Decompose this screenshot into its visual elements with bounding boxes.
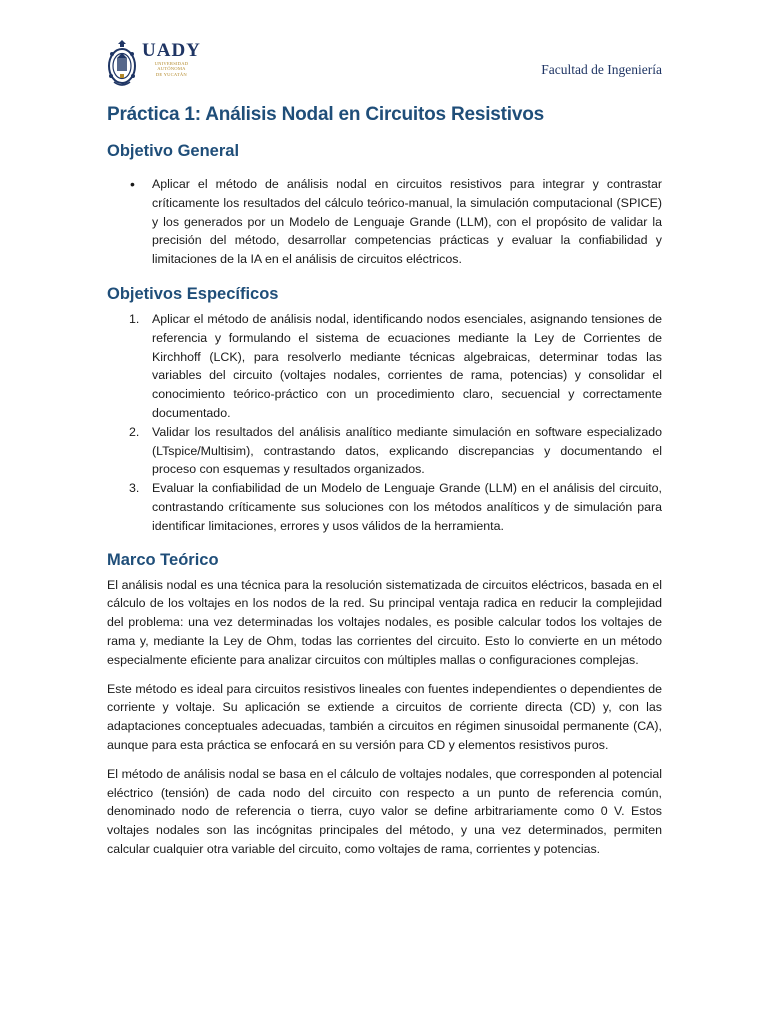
theoretical-framework-heading: Marco Teórico — [107, 550, 219, 569]
document-body — [107, 102, 662, 859]
list-item — [107, 423, 662, 479]
uady-logo — [106, 38, 201, 90]
list-item: • Aplicar el método de análisis nodal en circuitos resistivos para integrar y contrastar críticamente los resultados del cálculo teórico-manual, la simulación computacional (SPICE) y los generados por un Modelo de Lenguaje Grande (LLM), con el propósito de validar la precisión del método, desarrollar competencias prácticas y evaluar la confiabilidad y limitaciones de la IA en el análisis de circuitos eléctricos. — [107, 175, 662, 269]
list-item-text: Validar los resultados del análisis analítico mediante simulación en software especializado (LTspice/Multisim), contrastando datos, explicando discrepancias y documentando el proceso con esquemas y resultados organizados. — [152, 424, 662, 477]
paragraph: El análisis nodal es una técnica para la resolución sistematizada de circuitos eléctricos, basada en el cálculo de los voltajes en los nodos de la red. Su principal ventaja radica en reducir la complejidad del problema: una vez determinadas los voltajes nodales, es posible calcular todos los voltajes de rama y, mediante la Ley de Ohm, todas las corrientes del circuito. Esto lo convierte en un método especialmente eficiente para analizar circuitos con múltiples mallas o configuraciones complejas. — [107, 577, 662, 667]
paragraph: Este método es ideal para circuitos resistivos lineales con fuentes independientes o dependientes de corriente y voltaje. Su aplicación se extiende a circuitos de corriente directa (CD) y, con las adaptaciones conceptuales adecuadas, también a circuitos en régimen sinusoidal permanente (CA), aunque para esta práctica se enfocará en su versión para CD y elementos resistivos puros. — [107, 681, 662, 752]
paragraph: El método de análisis nodal se basa en el cálculo de voltajes nodales, que corresponden al potencial eléctrico (tensión) de cada nodo del circuito con respecto a un punto de referencia común, denominado nodo de referencia o tierra, cuyo valor se define arbitrariamente como 0 V. Estos voltajes nodales son las incógnitas principales del método, y una vez determinados, permiten calcular cualquier otra variable del circuito, como voltajes de rama, corrientes y potencias. — [107, 766, 662, 856]
page-title: Práctica 1: Análisis Nodal en Circuitos Resistivos — [107, 104, 545, 125]
specific-objectives-heading: Objetivos Específicos — [107, 284, 279, 303]
logo-subtitle: UNIVERSIDAD AUTÓNOMA DE YUCATÁN — [154, 61, 189, 77]
logo-wordmark: UADY — [142, 40, 201, 61]
specific-objectives-list — [107, 310, 662, 536]
list-item — [107, 479, 662, 535]
list-number: 2. — [129, 424, 140, 439]
general-objective-list — [107, 175, 662, 269]
list-item — [107, 310, 662, 423]
list-item-text: Aplicar el método de análisis nodal, identificando nodos esenciales, asignando tensiones de referencia y formulando el sistema de ecuaciones mediante la Ley de Corrientes de Kirchhoff (LCK), para resolverlo mediante técnicas algebraicas, determinar todas las variables del circuito (voltajes nodales, corrientes de rama, potencias) y consolidar el conocimiento teórico-práctico con un procedimiento claro, secuencial y correctamente documentado. — [152, 311, 662, 420]
general-objective-heading: Objetivo General — [107, 142, 240, 160]
list-number: 1. — [129, 311, 140, 326]
list-number: 3. — [129, 481, 140, 496]
page-header — [106, 38, 662, 94]
university-crest-icon — [106, 38, 138, 90]
list-item-text: Evaluar la confiabilidad de un Modelo de Lenguaje Grande (LLM) en el análisis del circuito, contrastando críticamente sus soluciones con los métodos analíticos y de simulación para identificar limitaciones, errores y usos válidos de la herramienta. — [152, 481, 662, 533]
faculty-name: Facultad de Ingeniería — [541, 62, 662, 77]
